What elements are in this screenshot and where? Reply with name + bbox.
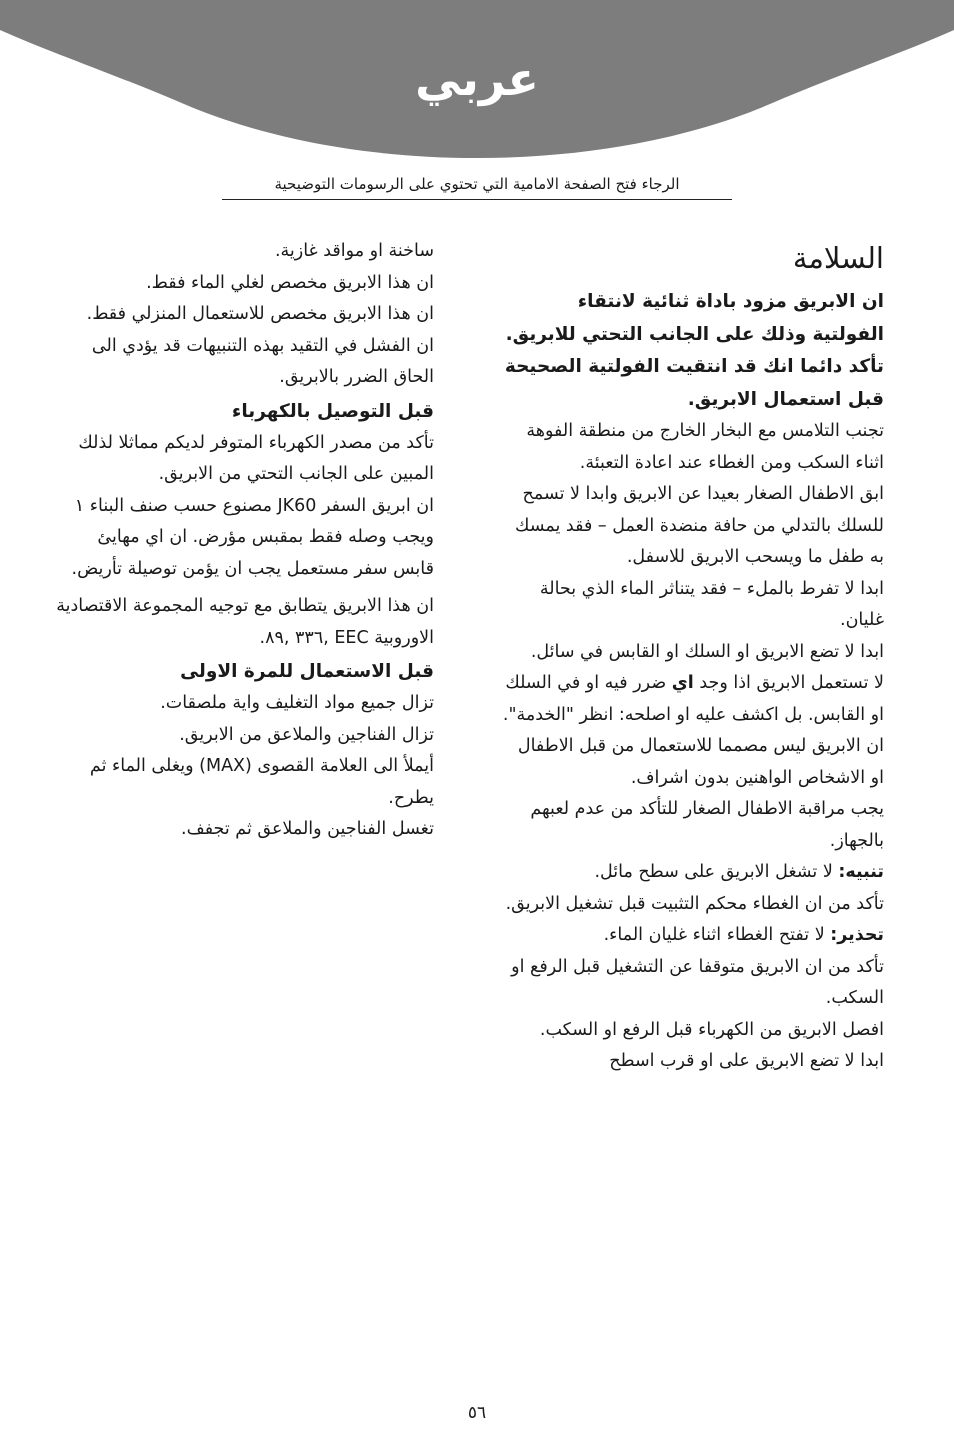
plugging-item: ان ابريق السفر JK60 مصنوع حسب صنف البناء ١ ويجب وصله فقط بمقبس مؤرض. ان اي مهايئ قابس سفر مستعمل يجب ان يؤمن توصيلة تأريض. — [71, 495, 434, 579]
page-number: ٥٦ — [467, 1403, 487, 1423]
caution-label: تنبيه: — [838, 862, 884, 882]
safety-item: ان الابريق ليس مصمما للاستعمال من قبل الاطفال او الاشخاص الواهنين بدون اشراف. — [517, 736, 884, 788]
plugging-item: تأكد من مصدر الكهرباء المتوفر لديكم مماثلا لذلك المبين على الجانب التحتي من الابريق. — [78, 432, 434, 484]
safety-item: ابدا لا تضع الابريق على او قرب اسطح — [609, 1051, 884, 1071]
continuation-item: ان هذا الابريق مخصص لغلي الماء فقط. — [146, 272, 434, 293]
safety-item-damage — [500, 668, 884, 731]
safety-item: ابدا لا تضع الابريق او السلك او القابس في سائل. — [530, 641, 884, 662]
continuation-item: ان الفشل في التقيد بهذه التنبيهات قد يؤدي الى الحاق الضرر بالابريق. — [91, 335, 434, 387]
damage-text-start: لا تستعمل الابريق اذا وجد — [693, 673, 884, 693]
first-use-item: تزال الفناجين والملاعق من الابريق. — [179, 724, 434, 745]
first-use-item: تزال جميع مواد التغليف واية ملصقات. — [160, 693, 434, 713]
safety-item: ابق الاطفال الصغار بعيدا عن الابريق وابدا لا تسمح للسلك بالتدلي من حافة منضدة العمل – فقد يمسك به طفل ما ويسحب الابريق للاسفل. — [515, 484, 884, 567]
before-plugging-heading: قبل التوصيل بالكهرباء — [231, 400, 434, 422]
continuation-item: ان هذا الابريق مخصص للاستعمال المنزلي فقط. — [86, 304, 434, 324]
damage-text-end: ضرر فيه او في السلك او القابس. بل اكشف عليه او اصلحه: انظر "الخدمة". — [502, 673, 884, 725]
warning-item — [500, 920, 884, 952]
safety-item: افصل الابريق من الكهرباء قبل الرفع او السكب. — [539, 1019, 884, 1040]
safety-item: تجنب التلامس مع البخار الخارج من منطقة الفوهة اثناء السكب ومن الغطاء عند اعادة التعبئة. — [526, 421, 884, 473]
first-use-item: تغسل الفناجين والملاعق ثم تجفف. — [181, 819, 434, 839]
safety-column — [500, 236, 884, 1078]
safety-item: ابدا لا تفرط بالملء – فقد يتناثر الماء الذي بحالة غليان. — [539, 578, 884, 630]
safety-heading: السلامة — [792, 241, 884, 275]
first-use-item: أيملأ الى العلامة القصوى (MAX) ويغلى الماء ثم يطرح. — [89, 756, 434, 808]
caution-text: لا تشغل الابريق على سطح مائل. — [594, 862, 839, 882]
caution-item — [500, 857, 884, 889]
continuation-item: ساخنة او مواقد غازية. — [274, 241, 434, 261]
warning-label: تحذير: — [830, 925, 884, 945]
eec-directive: ان هذا الابريق يتطابق مع توجيه المجموعة الاقتصادية الاوروبية EEC ,٣٣٦ ,٨٩. — [56, 596, 434, 648]
first-use-heading: قبل الاستعمال للمرة الاولى — [180, 661, 434, 682]
intro-note: الرجاء فتح الصفحة الامامية التي تحتوي على الرسومات التوضيحية — [222, 175, 732, 200]
language-title: عربي — [415, 52, 539, 106]
voltage-warning: ان الابريق مزود باداة ثنائية لانتقاء الفولتية وذلك على الجانب التحتي للابريق. تأكد دائما انك قد انتقيت الفولتية الصحيحة قبل استعمال الابريق. — [504, 291, 884, 410]
safety-item: تأكد من ان الابريق متوقفا عن التشغيل قبل الرفع او السكب. — [511, 956, 884, 1008]
warning-text: لا تفتح الغطاء اثناء غليان الماء. — [603, 925, 831, 945]
left-column — [56, 236, 434, 846]
safety-item: تأكد من ان الغطاء محكم التثبيت قبل تشغيل الابريق. — [505, 893, 884, 914]
damage-emphasis: اي — [671, 673, 694, 693]
safety-item: يجب مراقبة الاطفال الصغار للتأكد من عدم لعبهم بالجهاز. — [530, 799, 884, 851]
